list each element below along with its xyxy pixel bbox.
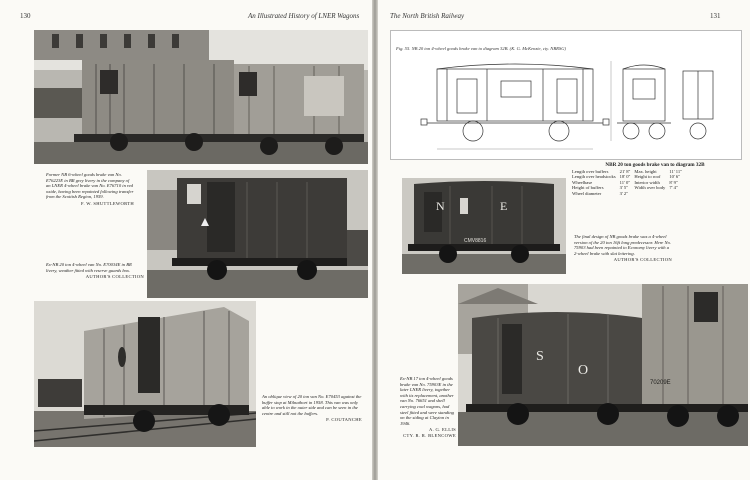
right-page bbox=[378, 0, 750, 480]
caption-left-1: Former NB 6-wheel goods brake van No. E76223E in BR grey livery in the company of an LNER 4-wheel brake van No. E76710 in red oxide, having been repainted following transfer from the Scottish Region, 1959. F. W. SHUTTLEWORTH bbox=[46, 172, 134, 206]
spec-table-title: NBR 20 ton goods brake van to diagram 32B bbox=[605, 162, 705, 168]
wagon-number-70209e: 70209E bbox=[650, 380, 671, 386]
photo-credit: F. W. SHUTTLEWORTH bbox=[81, 200, 134, 206]
photo-brake-vans-pair bbox=[34, 30, 368, 164]
photo-van-e70034e bbox=[147, 170, 368, 298]
running-head-left: An Illustrated History of LNER Wagons bbox=[248, 12, 360, 20]
caption-right-2: Ex-NB 17 ton 4-wheel goods brake van No. 75903E in the later LNER livery, together with its replacement, another van No. 76651 and shell carrying coal wagons, had steel fitted and were standing on the siding at Clayton in 1946. A. G. ELLIS CTY. R. R. BLENCOWE bbox=[400, 376, 456, 438]
photo-van-70209e bbox=[458, 284, 748, 446]
spec-cell: Wheelbase bbox=[572, 179, 593, 185]
spec-cell: 3' 5" bbox=[619, 185, 629, 191]
page-number-left: 130 bbox=[20, 12, 31, 20]
caption-right-1: The final design of NB goods brake was a 4-wheel version of the 20 ton 16ft long predecessor. Here No. 75903 had been repainted to Economy livery with a 2-wheel brake with slat lettering. AUTHOR'S COLLECTION bbox=[574, 234, 672, 263]
spec-cell: 18' 0" bbox=[619, 174, 631, 180]
spec-cell: 21' 8" bbox=[619, 169, 631, 174]
spec-cell: Width over body bbox=[634, 185, 666, 191]
wagon-letter-n: N bbox=[436, 199, 445, 213]
wagon-letter-o: O bbox=[578, 363, 589, 378]
spec-cell: Height of buffers bbox=[572, 185, 604, 191]
spec-cell: Height to roof bbox=[634, 174, 661, 180]
spec-cell: Interior width bbox=[634, 179, 660, 185]
spec-table-body bbox=[570, 169, 684, 196]
page-number-right: 131 bbox=[710, 12, 721, 20]
left-page bbox=[0, 0, 372, 480]
spec-cell: 10' 6" bbox=[669, 174, 681, 180]
photo-credit: P. COUTANCHE bbox=[326, 417, 362, 423]
wagon-letter-e: E bbox=[500, 199, 508, 213]
spec-cell: Length over headstocks bbox=[572, 174, 616, 180]
spec-cell: 11' 0" bbox=[619, 179, 631, 185]
spec-cell bbox=[667, 191, 684, 196]
spec-cell: 11' 11" bbox=[669, 169, 683, 174]
caption-left-3: An oblique view of 20 ton van No. E70453 against the buffer stop at Milnathort in 1958. This van was only able to work in the outer side and can be seen in the centre and still not the buffers. P. COUTANCHE bbox=[262, 394, 362, 423]
photo-van-cmv8816 bbox=[402, 178, 566, 274]
wagon-number: CMV8816 bbox=[464, 238, 487, 244]
spec-table bbox=[570, 162, 740, 196]
wagon-letter-s: S bbox=[536, 349, 544, 364]
spec-cell bbox=[632, 191, 667, 196]
spec-row bbox=[570, 191, 684, 196]
photo-credit: AUTHOR'S COLLECTION bbox=[85, 274, 144, 280]
spec-cell: 7' 4" bbox=[669, 185, 678, 191]
photo-credit: AUTHOR'S COLLECTION bbox=[613, 257, 672, 263]
spec-cell: Length over buffers bbox=[572, 169, 609, 174]
figure-caption: Fig. 55. NB 20 ton 4-wheel goods brake van to diagram 32B. (K. G. McKenzie, cty. NBRSG) bbox=[396, 46, 567, 51]
spec-cell: Wheel diameter bbox=[572, 190, 602, 196]
photo-credit: A. G. ELLIS CTY. R. R. BLENCOWE bbox=[403, 427, 456, 438]
spec-cell: Max. height bbox=[634, 169, 657, 174]
photo-van-e70453-oblique bbox=[34, 301, 256, 447]
spec-cell: 3' 2" bbox=[619, 190, 629, 196]
caption-left-2: Ex-NB 20 ton 4-wheel van No. E70034E in BR livery, weather fitted with reserve guards box. AUTHOR'S COLLECTION bbox=[46, 262, 144, 280]
spec-cell: 8' 9" bbox=[669, 179, 678, 185]
running-head-right: The North British Railway bbox=[390, 12, 465, 20]
